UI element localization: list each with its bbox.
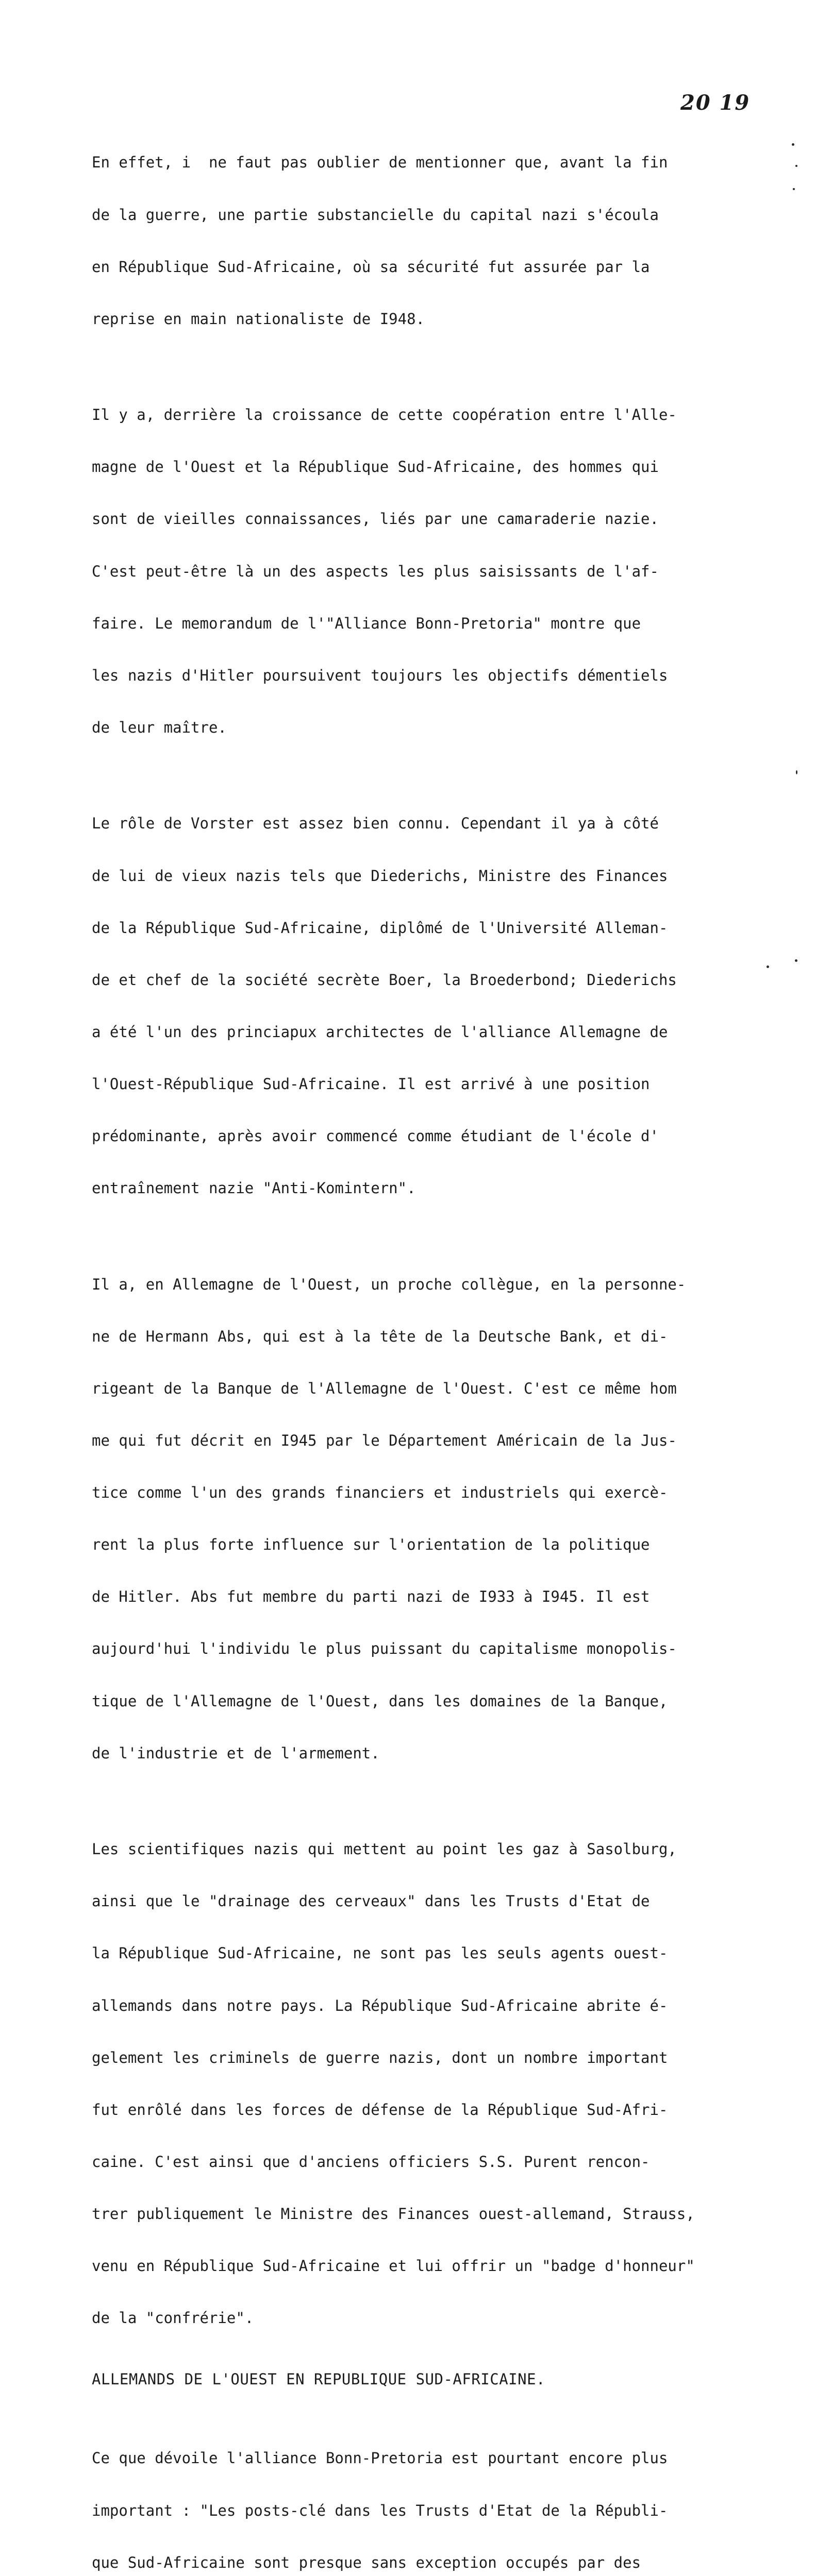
scan-speck <box>793 188 795 190</box>
text-line: tice comme l'un des grands financiers et industriels qui exercè- <box>92 1484 668 1502</box>
text-line: de et chef de la société secrète Boer, la Broederbond; Diederichs <box>92 971 677 989</box>
text-line: ainsi que le "drainage des cerveaux" dans les Trusts d'Etat de <box>92 1892 650 1910</box>
paragraph-5 <box>92 1806 782 2362</box>
text-line: magne de l'Ouest et la République Sud-Africaine, des hommes qui <box>92 458 659 476</box>
text-line: faire. Le memorandum de l'"Alliance Bonn-Pretoria" montre que <box>92 614 641 632</box>
text-line: la République Sud-Africaine, ne sont pas les seuls agents ouest- <box>92 1944 668 1962</box>
scan-speck <box>796 770 797 774</box>
text-line: de Hitler. Abs fut membre du parti nazi de I933 à I945. Il est <box>92 1588 650 1606</box>
paragraph-6 <box>92 2415 782 2576</box>
text-line: de leur maître. <box>92 718 227 736</box>
text-line: En effet, i ne faut pas oublier de mentionner que, avant la fin <box>92 154 668 172</box>
text-line: les nazis d'Hitler poursuivent toujours les objectifs démentiels <box>92 666 668 684</box>
section-heading: ALLEMANDS DE L'OUEST EN REPUBLIQUE SUD-AFRICAINE. <box>92 2370 546 2388</box>
text-line: Le rôle de Vorster est assez bien connu. Cependant il ya à côté <box>92 815 659 833</box>
text-line: me qui fut décrit en I945 par le Département Américain de la Jus- <box>92 1432 677 1450</box>
text-line: fut enrôlé dans les forces de défense de la République Sud-Afri- <box>92 2100 668 2119</box>
text-line: venu en République Sud-Africaine et lui offrir un "badge d'honneur" <box>92 2257 695 2275</box>
text-line: gelement les criminels de guerre nazis, dont un nombre important <box>92 2048 668 2066</box>
text-line: Ce que dévoile l'alliance Bonn-Pretoria est pourtant encore plus <box>92 2449 668 2467</box>
text-line: que Sud-Africaine sont presque sans exception occupés par des <box>92 2553 641 2571</box>
text-line: ne de Hermann Abs, qui est à la tête de la Deutsche Bank, et di- <box>92 1327 668 1345</box>
text-line: caine. C'est ainsi que d'anciens officiers S.S. Purent rencon- <box>92 2153 650 2171</box>
paragraph-2 <box>92 372 782 771</box>
text-line: reprise en main nationaliste de I948. <box>92 310 425 328</box>
text-line: de la République Sud-Africaine, diplômé de l'Université Alleman- <box>92 919 668 937</box>
scan-speck <box>767 965 769 968</box>
text-line: Il a, en Allemagne de l'Ouest, un proche collègue, en la personne- <box>92 1275 686 1293</box>
scan-speck <box>792 143 794 146</box>
text-line: l'Ouest-République Sud-Africaine. Il est arrivé à une position <box>92 1075 650 1093</box>
text-line: de lui de vieux nazis tels que Diederichs, Ministre des Finances <box>92 867 668 885</box>
text-line: important : "Les posts-clé dans les Trusts d'Etat de la Républi- <box>92 2501 668 2519</box>
text-line: rigeant de la Banque de l'Allemagne de l'Ouest. C'est ce même hom <box>92 1379 677 1397</box>
text-line: de l'industrie et de l'armement. <box>92 1744 380 1762</box>
body-text <box>92 120 782 2576</box>
paragraph-1 <box>92 120 782 363</box>
text-line: de la guerre, une partie substancielle du capital nazi s'écoula <box>92 206 659 224</box>
page-number: 20 19 <box>680 91 751 115</box>
text-line: sont de vieilles connaissances, liés par une camaraderie nazie. <box>92 510 659 528</box>
text-line: trer publiquement le Ministre des Finances ouest-allemand, Strauss, <box>92 2205 695 2223</box>
text-line: allemands dans notre pays. La République Sud-Africaine abrite é- <box>92 1996 668 2014</box>
scan-speck <box>795 959 797 962</box>
paragraph-4 <box>92 1241 782 1797</box>
text-line: aujourd'hui l'individu le plus puissant du capitalisme monopolis- <box>92 1640 677 1658</box>
text-line: tique de l'Allemagne de l'Ouest, dans les domaines de la Banque, <box>92 1692 668 1710</box>
paragraph-3 <box>92 781 782 1232</box>
text-line: rent la plus forte influence sur l'orientation de la politique <box>92 1536 650 1554</box>
text-line: C'est peut-être là un des aspects les plus saisissants de l'af- <box>92 562 659 580</box>
text-line: de la "confrérie". <box>92 2309 254 2327</box>
text-line: prédominante, après avoir commencé comme étudiant de l'école d' <box>92 1127 659 1145</box>
text-line: Il y a, derrière la croissance de cette coopération entre l'Alle- <box>92 406 677 424</box>
text-line: Les scientifiques nazis qui mettent au point les gaz à Sasolburg, <box>92 1840 677 1858</box>
scan-speck <box>795 165 797 167</box>
text-line: a été l'un des princiapux architectes de l'alliance Allemagne de <box>92 1023 668 1041</box>
text-line: entraînement nazie "Anti-Komintern". <box>92 1179 416 1197</box>
text-line: en République Sud-Africaine, où sa sécurité fut assurée par la <box>92 258 650 276</box>
